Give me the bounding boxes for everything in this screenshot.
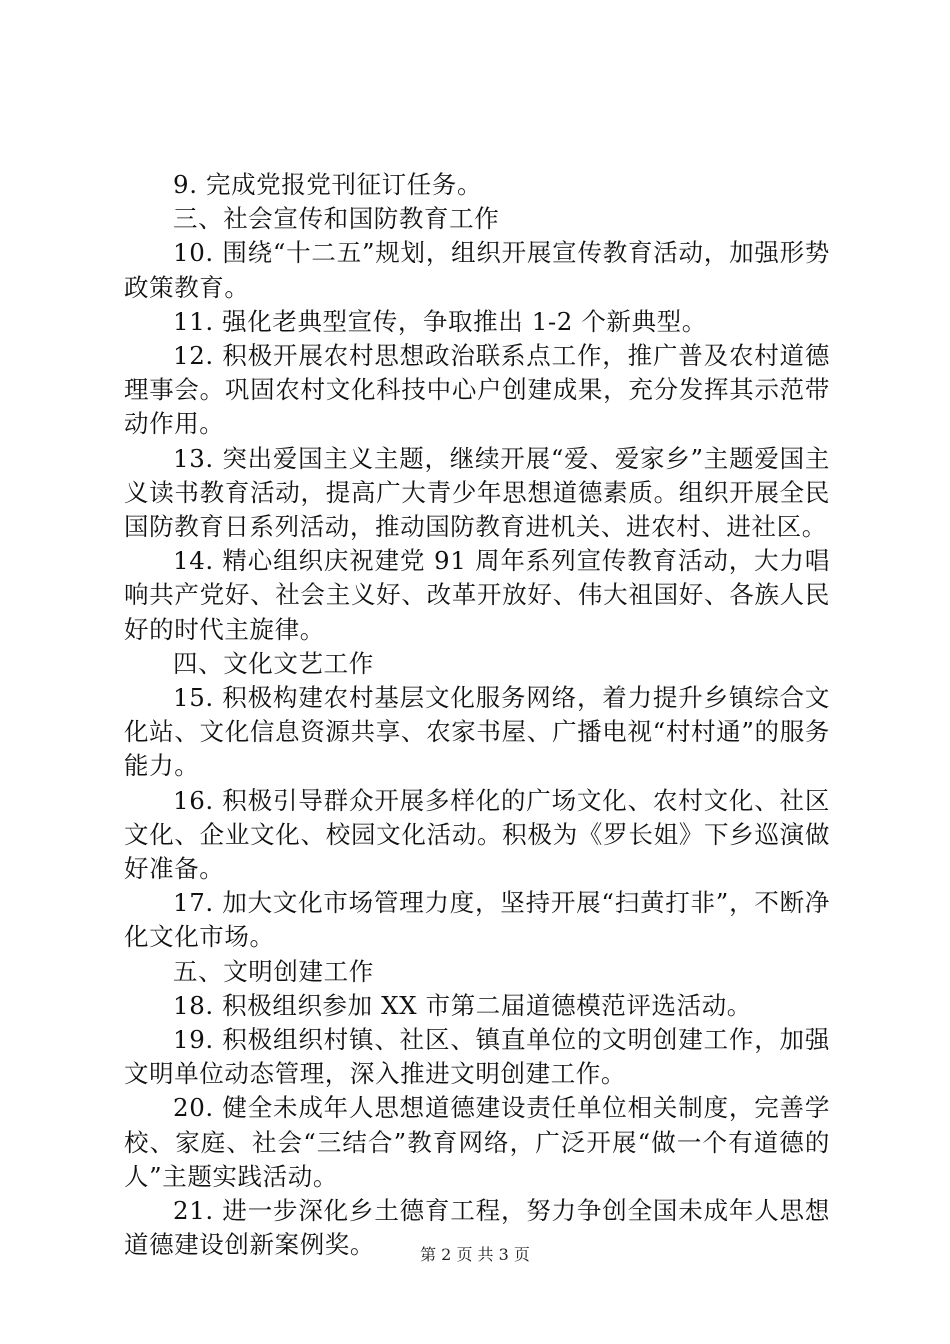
- page-footer: 第 2 页 共 3 页: [420, 1245, 530, 1264]
- paragraph-item-14: 14. 精心组织庆祝建党 91 周年系列宣传教育活动，大力唱响共产党好、社会主义好、改革开放好、伟大祖国好、各族人民好的时代主旋律。: [124, 546, 830, 644]
- paragraph-item-21: 21. 进一步深化乡土德育工程，努力争创全国未成年人思想道德建设创新案例奖。: [124, 1196, 830, 1260]
- paragraph-item-16: 16. 积极引导群众开展多样化的广场文化、农村文化、社区文化、企业文化、校园文化活动。积极为《罗长姐》下乡巡演做好准备。: [124, 785, 830, 884]
- paragraph-item-19: 19. 积极组织村镇、社区、镇直单位的文明创建工作，加强文明单位动态管理，深入推进文明创建工作。: [124, 1025, 830, 1089]
- section-heading-civilization: 五、文明创建工作: [173, 956, 374, 986]
- paragraph-item-18: 18. 积极组织参加 XX 市第二届道德模范评选活动。: [173, 990, 752, 1020]
- paragraph-item-13: 13. 突出爱国主义主题，继续开展“爱、爱家乡”主题爱国主义读书教育活动，提高广大青少年思想道德素质。组织开展全民国防教育日系列活动，推动国防教育进机关、进农村、进社区。: [124, 443, 830, 542]
- document-body: [124, 168, 830, 1263]
- paragraph-item-15: 15. 积极构建农村基层文化服务网络，着力提升乡镇综合文化站、文化信息资源共享、农家书屋、广播电视“村村通”的服务能力。: [124, 683, 830, 781]
- paragraph-item-17: 17. 加大文化市场管理力度，坚持开展“扫黄打非”，不断净化文化市场。: [124, 888, 830, 952]
- paragraph-item-20: 20. 健全未成年人思想道德建设责任单位相关制度，完善学校、家庭、社会“三结合”教育网络，广泛开展“做一个有道德的人”主题实践活动。: [124, 1093, 830, 1191]
- paragraph-item-9: 9. 完成党报党刊征订任务。: [173, 170, 483, 199]
- section-heading-social-publicity: 三、社会宣传和国防教育工作: [173, 204, 500, 234]
- paragraph-item-12: 12. 积极开展农村思想政治联系点工作，推广普及农村道德理事会。巩固农村文化科技中心户创建成果，充分发挥其示范带动作用。: [124, 341, 830, 439]
- section-heading-culture-arts: 四、文化文艺工作: [173, 648, 374, 678]
- paragraph-item-11: 11. 强化老典型宣传，争取推出 1-2 个新典型。: [173, 306, 707, 336]
- paragraph-item-10: 10. 围绕“十二五”规划，组织开展宣传教育活动，加强形势政策教育。: [124, 238, 830, 302]
